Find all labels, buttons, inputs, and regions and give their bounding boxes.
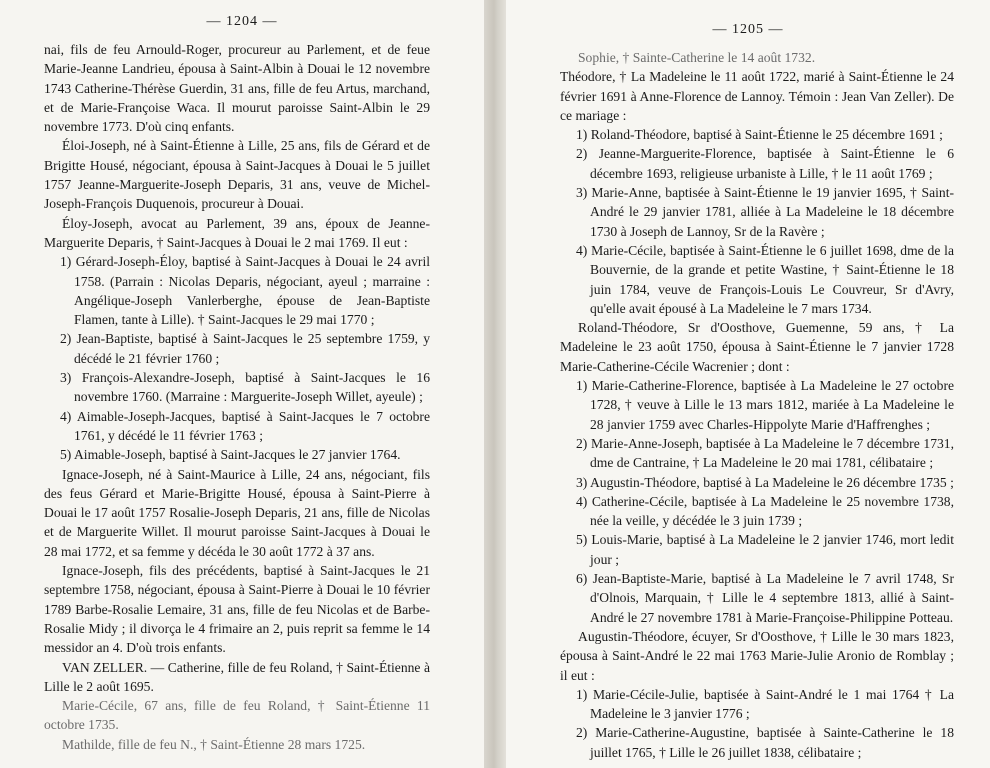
left-page-number: — 1204 — xyxy=(206,14,278,29)
paragraph: Éloy-Joseph, avocat au Parlement, 39 ans, époux de Jeanne-Marguerite Deparis, † Saint-Jacques à Douai le 2 mai 1769. Il eut : xyxy=(44,215,430,250)
list-item: 1) Roland-Théodore, baptisé à Saint-Étienne le 25 décembre 1691 ; xyxy=(576,127,943,143)
list-item: 2) Jean-Baptiste, baptisé à Saint-Jacques le 25 septembre 1759, y décédé le 21 février 1760 ; xyxy=(60,331,430,366)
paragraph: Sophie, † Sainte-Catherine le 14 août 1732. xyxy=(578,50,816,65)
list-item: 3) François-Alexandre-Joseph, baptisé à Saint-Jacques le 16 novembre 1760. (Marraine : Marguerite-Joseph Willet, ayeule) ; xyxy=(60,370,430,405)
list-item: 2) Jeanne-Marguerite-Florence, baptisée à Saint-Étienne le 6 décembre 1693, religieuse urbaniste à Lille, † le 11 août 1769 ; xyxy=(576,146,954,181)
list-item: 5) Aimable-Joseph, baptisé à Saint-Jacques le 27 janvier 1764. xyxy=(60,447,401,463)
list-item: 4) Marie-Cécile, baptisée à Saint-Étienne le 6 juillet 1698, dme de la Bouvernie, de la grande et petite Wastine, † Saint-Étienne le 18 juin 1784, veuve de François-Louis Le Couvreur, Sr d'Avry, qu'elle avait épousé à La Madeleine le 7 mars 1734. xyxy=(576,242,954,316)
list-item: 2) Marie-Catherine-Augustine, baptisée à Sainte-Catherine le 18 juillet 1765, † Lille le 26 juillet 1838, célibataire ; xyxy=(576,725,954,760)
list-item: 1) Gérard-Joseph-Éloy, baptisé à Saint-Jacques à Douai le 24 avril 1758. (Parrain : Nicolas Deparis, négociant, ayeul ; marraine : Angélique-Joseph Vanlerberghe, épouse de Jean-Baptiste Flamen, tante à Lille). † Saint-Jacques le 29 mai 1770 ; xyxy=(60,254,430,328)
paragraph: Éloi-Joseph, né à Saint-Étienne à Lille, 25 ans, fils de Gérard et de Brigitte Housé, négociant, épousa à Saint-Jacques à Douai le 5 juillet 1757 Jeanne-Marguerite-Joseph Deparis, 31 ans, veuve de Michel-Joseph-François Duquenois, procureur à Douai. xyxy=(44,138,430,212)
paragraph: Marie-Cécile, 67 ans, fille de feu Roland, † Saint-Étienne 11 octobre 1735. xyxy=(44,698,430,733)
list-item: 6) Jean-Baptiste-Marie, baptisé à La Madeleine le 7 avril 1748, Sr d'Olnois, Marquain, † Lille le 4 septembre 1813, allié à Saint-André le 27 novembre 1781 à Marie-Françoise-Philippine Potteau. xyxy=(576,571,954,625)
list-item: 2) Marie-Anne-Joseph, baptisée à La Madeleine le 7 décembre 1731, dme de Cantraine, † La Madeleine le 20 mai 1781, célibataire ; xyxy=(576,435,954,471)
list-item: 1) Marie-Catherine-Florence, baptisée à La Madeleine le 27 octobre 1728, † veuve à Lille le 13 mars 1812, mariée à La Madeleine le 28 janvier 1759 avec Charles-Hippolyte Marie d'Haffrenghes ; xyxy=(576,378,954,432)
list-item: 5) Louis-Marie, baptisé à La Madeleine le 2 janvier 1746, mort ledit jour ; xyxy=(576,532,954,567)
paragraph: Augustin-Théodore, écuyer, Sr d'Oosthove, † Lille le 30 mars 1823, épousa à Saint-André le 22 mai 1763 Marie-Julie Aronio de Romblay ; il eut : xyxy=(560,628,954,683)
list-item: 4) Catherine-Cécile, baptisée à La Madeleine le 25 novembre 1738, née la veille, y décédée le 3 juin 1739 ; xyxy=(576,493,954,529)
paragraph: Mathilde, fille de feu N., † Saint-Étienne 28 mars 1725. xyxy=(62,736,366,752)
paragraph: VAN ZELLER. — Catherine, fille de feu Roland, † Saint-Étienne à Lille le 2 août 1695. xyxy=(44,659,430,694)
paragraph: Roland-Théodore, Sr d'Oosthove, Guemenne, 59 ans, † La Madeleine le 23 août 1750, épousa à Saint-Étienne le 7 janvier 1728 Marie-Catherine-Cécile Wacrenier ; dont : xyxy=(560,320,954,374)
paragraph: nai, fils de feu Arnould-Roger, procureur au Parlement, et de feue Marie-Jeanne Landrieu, épousa à Saint-Albin à Douai le 12 novembre 1743 Catherine-Thérèse Guerdin, 31 ans, fille de feu Artus, marchand, et de Marie-Françoise Waca. Il mourut paroisse Saint-Albin le 29 novembre 1773. D'où cinq enfants. xyxy=(44,42,430,135)
list-item: 1) Marie-Cécile-Julie, baptisée à Saint-André le 1 mai 1764 † La Madeleine le 3 janvier 1776 ; xyxy=(576,686,954,722)
list-item: 4) Aimable-Joseph-Jacques, baptisé à Saint-Jacques le 7 octobre 1761, y décédé le 11 février 1763 ; xyxy=(60,408,430,443)
book-gutter xyxy=(484,0,506,768)
paragraph: Ignace-Joseph, fils des précédents, baptisé à Saint-Jacques le 21 septembre 1758, négociant, épousa à Saint-Pierre à Douai le 10 février 1789 Barbe-Rosalie Lemaire, 31 ans, fille de feu Nicolas et de Barbe-Rosalie Midy ; il divorça le 4 frimaire an 2, puis reprit sa femme le 14 messidor an 4. D'où trois enfants. xyxy=(44,563,430,656)
right-page-text xyxy=(560,48,954,762)
paragraph: Théodore, † La Madeleine le 11 août 1722, marié à Saint-Étienne le 24 février 1691 à Anne-Florence de Lannoy. Témoin : Jean Van Zeller). De ce mariage : xyxy=(560,69,954,123)
paragraph: Ignace-Joseph, né à Saint-Maurice à Lille, 24 ans, négociant, fils des feus Gérard et Marie-Brigitte Housé, épousa à Saint-Pierre à Douai le 17 août 1757 Rosalie-Joseph Deparis, 21 ans, fille de Nicolas et de Marguerite Willet. Il mourut paroisse Saint-Jacques à Douai le 28 mai 1772, et sa femme y décéda le 30 août 1772 à 37 ans. xyxy=(44,466,430,559)
right-page-number: — 1205 — xyxy=(712,22,784,37)
list-item: 3) Augustin-Théodore, baptisé à La Madeleine le 26 décembre 1735 ; xyxy=(576,474,954,490)
list-item: 3) Marie-Anne, baptisée à Saint-Étienne le 19 janvier 1695, † Saint-André le 29 janvier 1781, alliée à La Madeleine le 18 décembre 1730 à Joseph de Lannoy, Sr de la Ravère ; xyxy=(576,185,954,239)
left-page-text xyxy=(44,40,430,754)
